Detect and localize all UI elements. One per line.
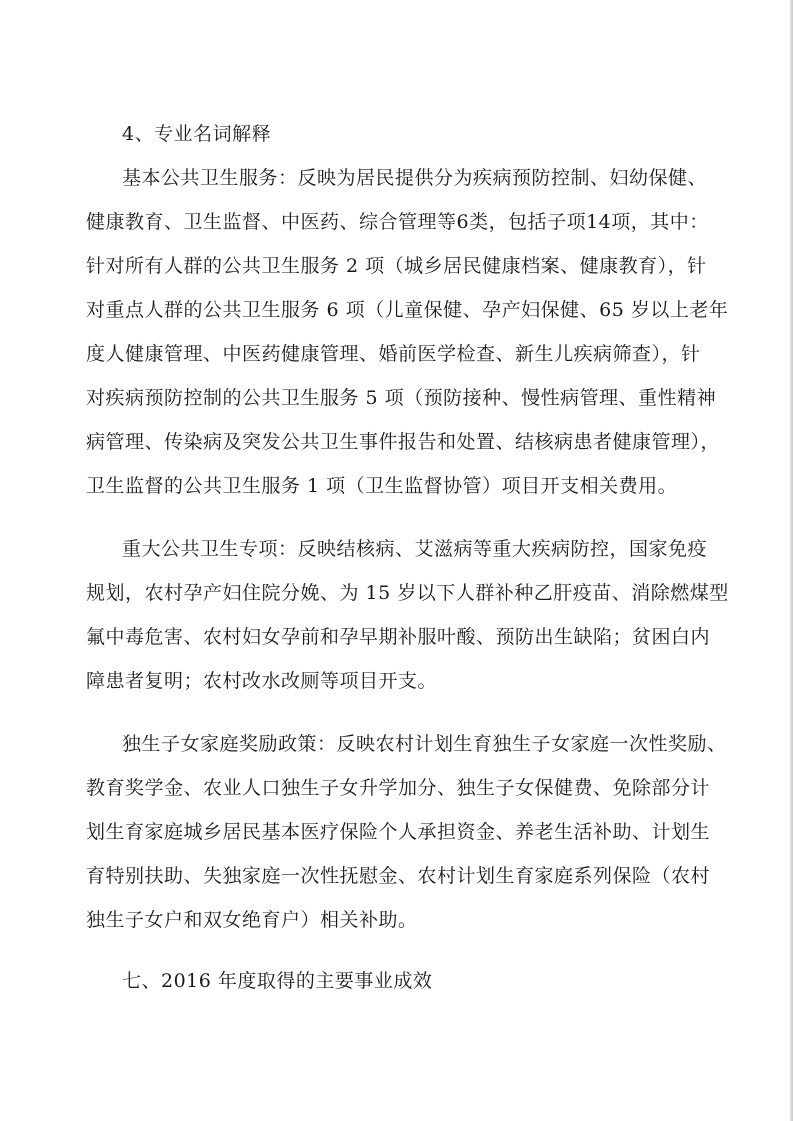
paragraph-line: 独生子女户和双女绝育户）相关补助。	[86, 909, 418, 931]
paragraph-line: 健康教育、卫生监督、中医药、综合管理等6类，包括子项14项，其中：	[86, 211, 709, 233]
paragraph-line: 基本公共卫生服务：反映为居民提供分为疾病预防控制、妇幼保健、	[122, 167, 708, 189]
paragraph-line: 划生育家庭城乡居民基本医疗保险个人承担资金、养老生活补助、计划生	[86, 821, 711, 843]
paragraph-line: 障患者复明；农村改水改厕等项目开支。	[86, 670, 438, 692]
paragraph-line: 卫生监督的公共卫生服务 1 项（卫生监督协管）项目开支相关费用。	[86, 475, 678, 497]
paragraph-line: 对重点人群的公共卫生服务 6 项（儿童保健、孕产妇保健、65 岁以上老年	[86, 299, 729, 321]
paragraph-line: 重大公共卫生专项：反映结核病、艾滋病等重大疾病防控，国家免疫	[122, 538, 708, 560]
paragraph-line: 度人健康管理、中医药健康管理、婚前医学检查、新生儿疾病筛查），针	[86, 343, 701, 365]
section-heading-achievements: 七、2016 年度取得的主要事业成效	[122, 970, 433, 992]
paragraph-line: 病管理、传染病及突发公共卫生事件报告和处置、结核病患者健康管理），	[86, 431, 721, 453]
paragraph-line: 针对所有人群的公共卫生服务 2 项（城乡居民健康档案、健康教育），针	[86, 255, 707, 277]
paragraph-line: 氟中毒危害、农村妇女孕前和孕早期补服叶酸、预防出生缺陷；贫困白内	[86, 626, 711, 648]
paragraph-line: 育特别扶助、失独家庭一次性抚慰金、农村计划生育家庭系列保险（农村	[86, 865, 711, 887]
paragraph-line: 独生子女家庭奖励政策：反映农村计划生育独生子女家庭一次性奖励、	[122, 733, 727, 755]
paragraph-line: 对疾病预防控制的公共卫生服务 5 项（预防接种、慢性病管理、重性精神	[86, 387, 717, 409]
paragraph-line: 规划，农村孕产妇住院分娩、为 15 岁以下人群补种乙肝疫苗、消除燃煤型	[86, 582, 729, 604]
section-heading-terms: 4、专业名词解释	[122, 123, 272, 145]
paragraph-line: 教育奖学金、农业人口独生子女升学加分、独生子女保健费、免除部分计	[86, 777, 711, 799]
